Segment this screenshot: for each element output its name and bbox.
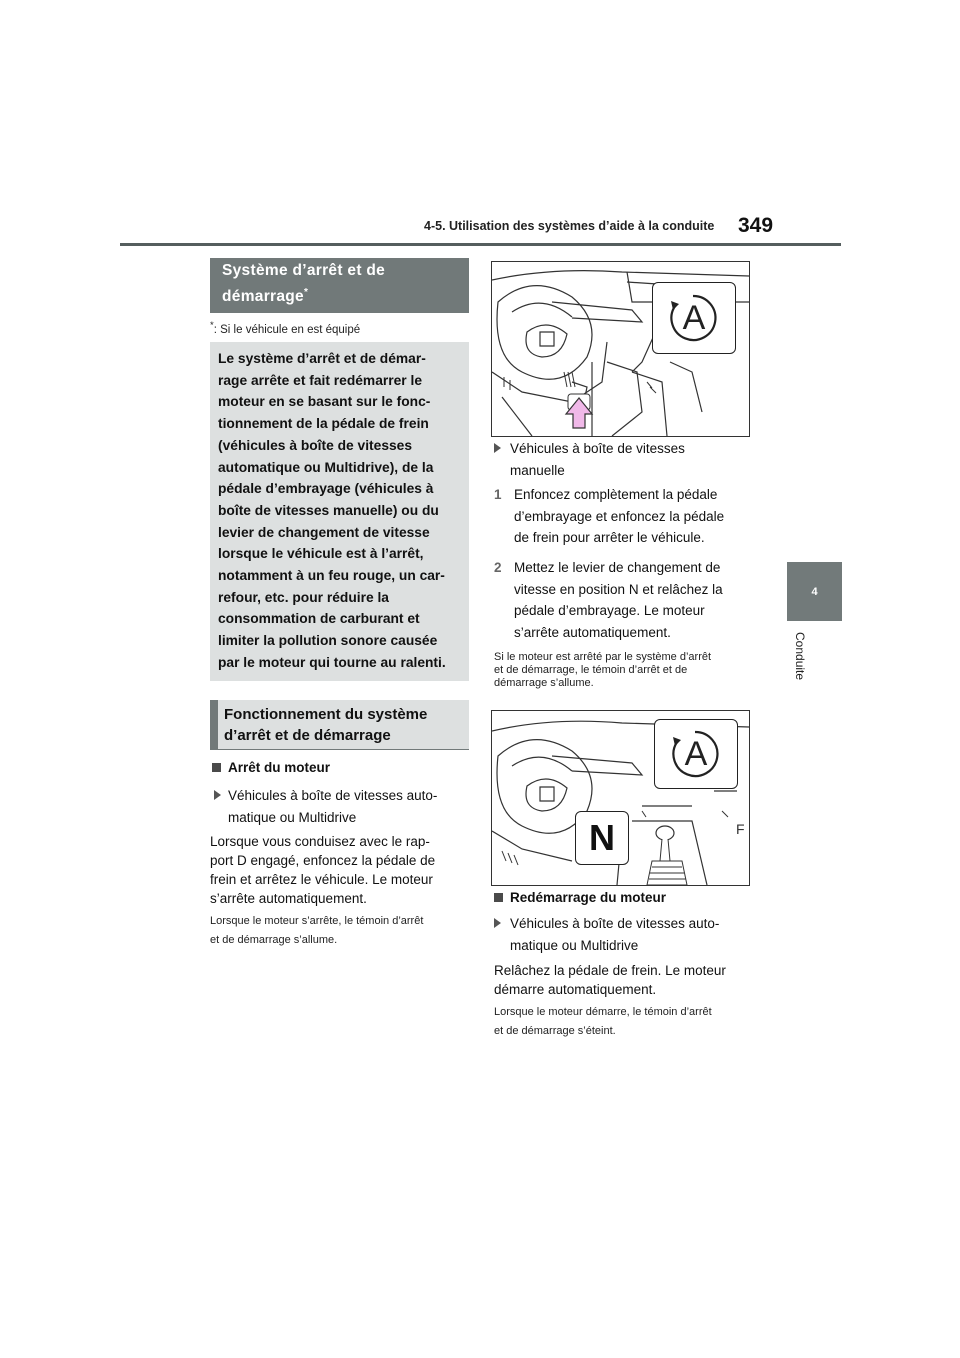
- summary-line: levier de changement de vitesse: [218, 524, 430, 540]
- step-number: 1: [494, 487, 502, 502]
- square-bullet-icon: [212, 763, 221, 772]
- restart-bullet: Véhicules à boîte de vitesses auto- matique ou Multidrive: [494, 913, 754, 956]
- section-heading: [210, 258, 469, 313]
- restart-body: Relâchez la pédale de frein. Le moteur démarre automatiquement.: [494, 963, 726, 997]
- chapter-tab: [787, 562, 842, 621]
- summary-line: pédale d’embrayage (véhicules à: [218, 481, 434, 497]
- header-rule: [120, 243, 841, 246]
- triangle-bullet-icon: [494, 443, 501, 453]
- subsection-heading: [210, 700, 469, 750]
- step-number: 2: [494, 560, 502, 575]
- footnote: [210, 320, 360, 336]
- summary-line: notamment à un feu rouge, un car-: [218, 568, 445, 584]
- subsection-heading-line: d’arrêt et de démarrage: [224, 727, 391, 744]
- triangle-bullet-icon: [494, 918, 501, 928]
- stop-start-indicator-badge: [654, 719, 738, 789]
- stop-bullet: Véhicules à boîte de vitesses auto- matique ou Multidrive: [214, 785, 464, 828]
- figure-gear-illustration: [491, 710, 750, 886]
- footnote-text: : Si le véhicule en est équipé: [213, 323, 361, 336]
- figure-side-letter: F: [736, 821, 745, 837]
- summary-line: lorsque le véhicule est à l’arrêt,: [218, 546, 424, 562]
- summary-line: limiter la pollution sonore causée: [218, 633, 438, 649]
- summary-line: par le moteur qui tourne au ralenti.: [218, 654, 446, 670]
- summary-box: [210, 342, 469, 681]
- restart-heading: Redémarrage du moteur: [494, 890, 666, 905]
- chapter-label: Conduite: [793, 632, 807, 681]
- page-number: 349: [738, 214, 774, 237]
- step-1: 1 Enfoncez complètement la pédale d’embrayage et enfoncez la pédale de frein pour arrêter le véhicule.: [494, 484, 754, 549]
- chapter-label-wrap: [793, 632, 813, 692]
- footnote-mark: *: [210, 320, 214, 331]
- badge-letter: A: [682, 298, 706, 337]
- stop-body: Lorsque vous conduisez avec le rap- port D engagé, enfoncez la pédale de frein et arrêtez le véhicule. Le moteur s’arrête automatiquement.: [210, 834, 436, 906]
- summary-line: refour, etc. pour réduire la: [218, 589, 389, 605]
- step-2: 2 Mettez le levier de changement de vitesse en position N et relâchez la pédale d’embrayage. Le moteur s’arrête automatiquement.: [494, 557, 754, 643]
- manual-note: Si le moteur est arrêté par le système d’arrêt et de démarrage, le témoin d’arrêt et de démarrage s’allume.: [494, 651, 712, 689]
- chapter-number: 4: [811, 585, 818, 598]
- stop-heading: Arrêt du moteur: [212, 760, 330, 775]
- gear-position-badge: [575, 811, 629, 865]
- summary-line: tionnement de la pédale de frein: [218, 416, 429, 432]
- heading-asterisk: *: [303, 287, 309, 298]
- triangle-bullet-icon: [214, 790, 221, 800]
- summary-line: moteur en se basant sur le fonc-: [218, 394, 431, 410]
- summary-line: boîte de vitesses manuelle) ou du: [218, 502, 439, 518]
- stop-note: Lorsque le moteur s’arrête, le témoin d’arrêt et de démarrage s’allume.: [210, 915, 424, 946]
- restart-note: Lorsque le moteur démarre, le témoin d’arrêt et de démarrage s’éteint.: [494, 1006, 712, 1037]
- stop-start-indicator-badge: [652, 282, 736, 354]
- figure-pedal-illustration: [491, 261, 750, 437]
- subsection-heading-line: Fonctionnement du système: [224, 706, 428, 723]
- running-header-title: 4-5. Utilisation des systèmes d’aide à la conduite: [424, 219, 715, 233]
- section-heading-text: Système d’arrêt et de démarrage*: [222, 262, 386, 306]
- summary-line: (véhicules à boîte de vitesses: [218, 437, 413, 453]
- badge-letter: A: [684, 734, 708, 773]
- summary-line: automatique ou Multidrive), de la: [218, 459, 434, 475]
- summary-line: Le système d’arrêt et de démar-: [218, 351, 426, 366]
- manual-bullet: Véhicules à boîte de vitesses manuelle: [494, 438, 754, 481]
- gear-knob-icon: [656, 826, 674, 840]
- summary-line: rage arrête et fait redémarrer le: [218, 372, 422, 388]
- gear-letter: N: [589, 817, 615, 858]
- square-bullet-icon: [494, 893, 503, 902]
- summary-line: consommation de carburant et: [218, 611, 420, 627]
